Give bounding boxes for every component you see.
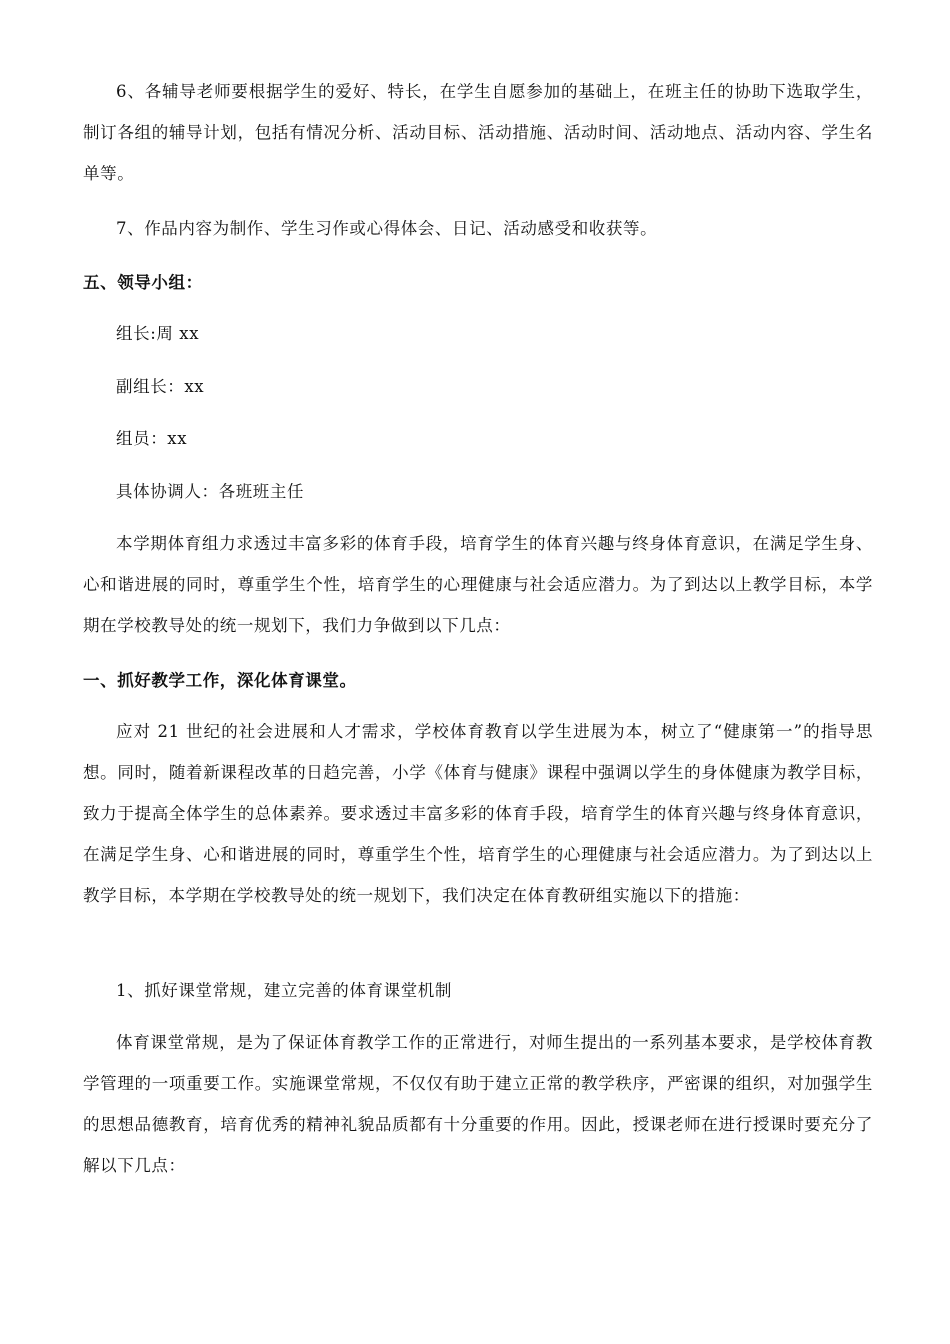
intro-paragraph: 本学期体育组力求透过丰富多彩的体育手段，培育学生的体育兴趣与终身体育意识，在满足学生身、心和谐进展的同时，尊重学生个性，培育学生的心理健康与社会适应潜力。为了到达以上教学目标，本学期在学校教导处的统一规划下，我们力争做到以下几点： [83,534,873,635]
paragraph-item-7: 7、作品内容为制作、学生习作或心得体会、日记、活动感受和收获等。 [116,219,658,238]
vice-leader-line: 副组长：xx [116,377,205,396]
members-line: 组员：xx [116,429,188,448]
subheading-1: 1、抓好课堂常规，建立完善的体育课堂机制 [116,981,452,1000]
body-paragraph-1: 应对 21 世纪的社会进展和人才需求，学校体育教育以学生进展为本，树立了“健康第一”的指导思想。同时，随着新课程改革的日趋完善，小学《体育与健康》课程中强调以学生的身体健康为教学目标，致力于提高全体学生的总体素养。要求透过丰富多彩的体育手段，培育学生的体育兴趣与终身体育意识，在满足学生身、心和谐进展的同时，尊重学生个性，培育学生的心理健康与社会适应潜力。为了到达以上教学目标，本学期在学校教导处的统一规划下，我们决定在体育教研组实施以下的措施： [83,722,873,905]
coordinator-line: 具体协调人：各班班主任 [116,482,305,501]
body-paragraph-2: 体育课堂常规，是为了保证体育教学工作的正常进行，对师生提出的一系列基本要求，是学校体育教学管理的一项重要工作。实施课堂常规，不仅仅有助于建立正常的教学秩序，严密课的组织，对加强学生的思想品德教育，培育优秀的精神礼貌品质都有十分重要的作用。因此，授课老师在进行授课时要充分了解以下几点： [83,1033,873,1175]
section-heading-1: 一、抓好教学工作，深化体育课堂。 [83,671,357,690]
paragraph-item-6: 6、各辅导老师要根据学生的爱好、特长，在学生自愿参加的基础上，在班主任的协助下选取学生，制订各组的辅导计划，包括有情况分析、活动目标、活动措施、活动时间、活动地点、活动内容、学生名单等。 [83,82,873,183]
leader-line: 组长:周 xx [116,324,200,343]
section-heading-5: 五、领导小组： [83,273,203,292]
